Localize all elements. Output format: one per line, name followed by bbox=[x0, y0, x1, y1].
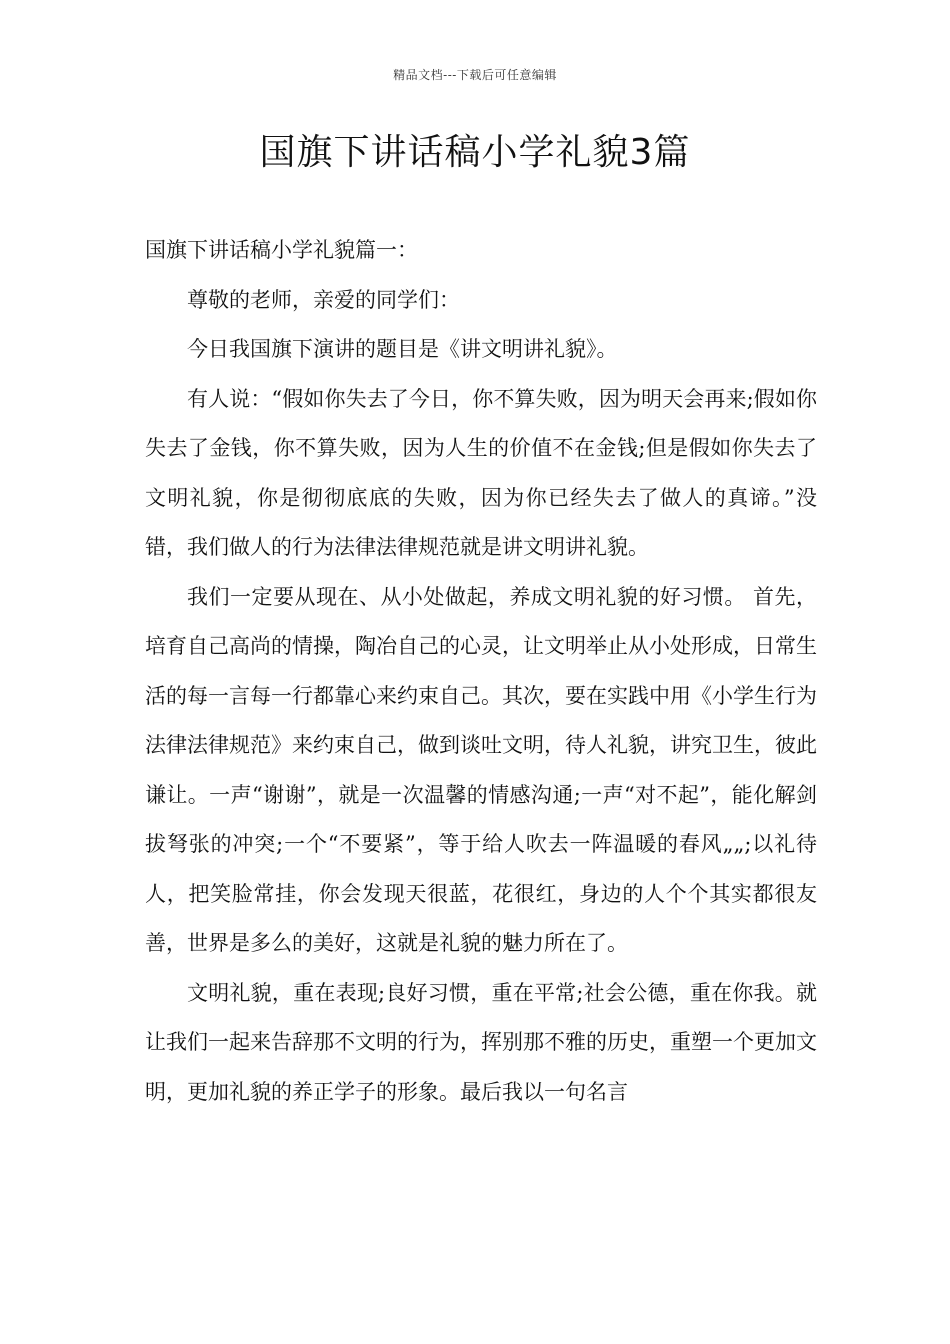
document-title: 国旗下讲话稿小学礼貌3篇 bbox=[259, 132, 691, 173]
body-paragraph: 文明礼貌，重在表现;良好习惯，重在平常;社会公德，重在你我。就让我们一起来告辞那不文明的行为，挥别那不雅的历史，重塑一个更加文明，更加礼貌的养正学子的形象。最后我以一句名言 bbox=[145, 980, 817, 1104]
section-heading: 国旗下讲话稿小学礼貌篇一： bbox=[145, 238, 418, 262]
body-paragraph: 有人说：“假如你失去了今日，你不算失败，因为明天会再来;假如你失去了金钱，你不算失败，因为人生的价值不在金钱;但是假如你失去了文明礼貌，你是彻彻底底的失败，因为你已经失去了做人的真谛。”没错，我们做人的行为法律法律规范就是讲文明讲礼貌。 bbox=[145, 386, 817, 559]
header-note: 精品文档---下载后可任意编辑 bbox=[393, 68, 557, 82]
salutation: 尊敬的老师，亲爱的同学们： bbox=[187, 287, 460, 312]
document-body bbox=[145, 226, 817, 1117]
body-paragraph: 我们一定要从现在、从小处做起，养成文明礼貌的好习惯。 首先，培育自己高尚的情操，陶冶自己的心灵，让文明举止从小处形成，日常生活的每一言每一行都靠心来约束自己。其次，要在实践中用《小学生行为法律法律规范》来约束自己，做到谈吐文明，待人礼貌，讲究卫生，彼此谦让。一声“谢谢”，就是一次温馨的情感沟通;一声“对不起”，能化解剑拔弩张的冲突;一个“不要紧”，等于给人吹去一阵温暖的春风„„;以礼待人，把笑脸常挂，你会发现天很蓝，花很红，身边的人个个其实都很友善，世界是多么的美好，这就是礼貌的魅力所在了。 bbox=[145, 584, 817, 955]
body-paragraph: 今日我国旗下演讲的题目是《讲文明讲礼貌》。 bbox=[187, 337, 618, 361]
